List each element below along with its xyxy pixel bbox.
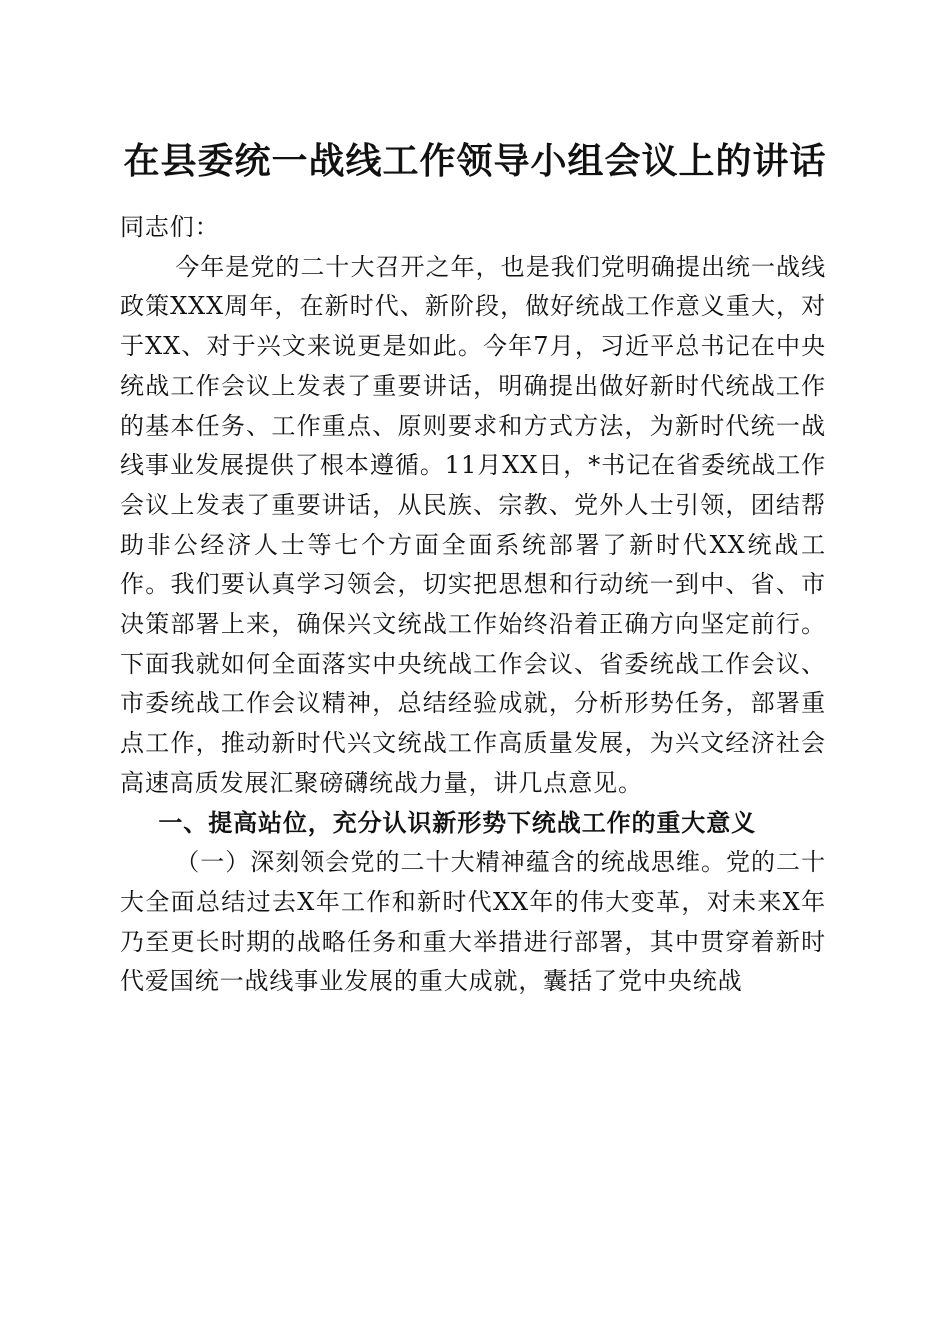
subsection-paragraph: （一）深刻领会党的二十大精神蕴含的统战思维。党的二十大全面总结过去X年工作和新时代XX年的伟大变革，对未来X年乃至更长时期的战略任务和重大举措进行部署，其中贯穿着新时代爱国统一战线事业发展的重大成就，囊括了党中央统战 <box>120 848 826 996</box>
section-heading: 一、提高站位，充分认识新形势下统战工作的重大意义 <box>158 808 756 837</box>
intro-paragraph: 今年是党的二十大召开之年，也是我们党明确提出统一战线政策XXX周年，在新时代、新阶段，做好统战工作意义重大，对于XX、对于兴文来说更是如此。今年7月，习近平总书记在中央统战工作会议上发表了重要讲话，明确提出做好新时代统战工作的基本任务、工作重点、原则要求和方式方法，为新时代统一战线事业发展提供了根本遵循。11月XX日，*书记在省委统战工作会议上发表了重要讲话，从民族、宗教、党外人士引领，团结帮助非公经济人士等七个方面全面系统部署了新时代XX统战工作。我们要认真学习领会，切实把思想和行动统一到中、省、市决策部署上来，确保兴文统战工作始终沿着正确方向坚定前行。下面我就如何全面落实中央统战工作会议、省委统战工作会议、市委统战工作会议精神，总结经验成就，分析形势任务，部署重点工作，推动新时代兴文统战工作高质量发展，为兴文经济社会高速高质发展汇聚磅礴统战力量，讲几点意见。 <box>120 252 826 797</box>
salutation: 同志们： <box>120 213 220 241</box>
document-body <box>120 208 826 1002</box>
document-title: 在县委统一战线工作领导小组会议上的讲话 <box>123 140 827 182</box>
